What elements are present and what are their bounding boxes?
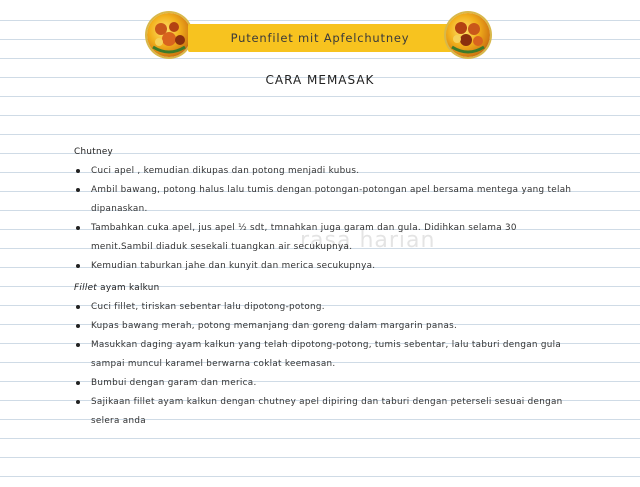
list-item: Cuci apel , kemudian dikupas dan potong menjadi kubus.	[74, 162, 574, 181]
fillet-heading-italic: Fillet	[74, 283, 98, 293]
fillet-heading-rest: ayam kalkun	[97, 283, 160, 293]
dish-photo-icon	[446, 13, 490, 57]
fillet-section	[74, 279, 574, 431]
list-item: Ambil bawang, potong halus lalu tumis dengan potongan-potongan apel bersama mentega yang telah dipanaskan.	[74, 181, 574, 219]
list-item: Sajikaan fillet ayam kalkun dengan chutney apel dipiring dan taburi dengan peterseli sesuai dengan selera anda	[74, 393, 574, 431]
chutney-section	[74, 143, 574, 276]
dish-photo-left	[147, 13, 191, 57]
dish-photo-right	[446, 13, 490, 57]
chutney-heading: Chutney	[74, 147, 114, 157]
watermark: rasa harian	[300, 228, 436, 253]
recipe-title-banner	[188, 24, 452, 52]
list-item: Cuci fillet, tiriskan sebentar lalu dipotong-potong.	[74, 298, 574, 317]
list-item: Tambahkan cuka apel, jus apel ½ sdt, tmnahkan juga garam dan gula. Didihkan selama 30 menit.Sambil diaduk sesekali tuangkan air secukupnya.	[74, 219, 574, 257]
list-item: Masukkan daging ayam kalkun yang telah dipotong-potong, tumis sebentar, lalu taburi dengan gula sampai muncul karamel berwarna coklat keemasan.	[74, 336, 574, 374]
list-item: Kemudian taburkan jahe dan kunyit dan merica secukupnya.	[74, 257, 574, 276]
section-title: CARA MEMASAK	[265, 73, 375, 87]
list-item: Kupas bawang merah, potong memanjang dan goreng dalam margarin panas.	[74, 317, 574, 336]
chutney-steps	[74, 162, 574, 276]
fillet-heading	[74, 279, 574, 298]
list-item: Bumbui dengan garam dan merica.	[74, 374, 574, 393]
recipe-title: Putenfilet mit Apfelchutney	[230, 31, 410, 45]
fillet-steps	[74, 298, 574, 431]
dish-photo-icon	[147, 13, 191, 57]
